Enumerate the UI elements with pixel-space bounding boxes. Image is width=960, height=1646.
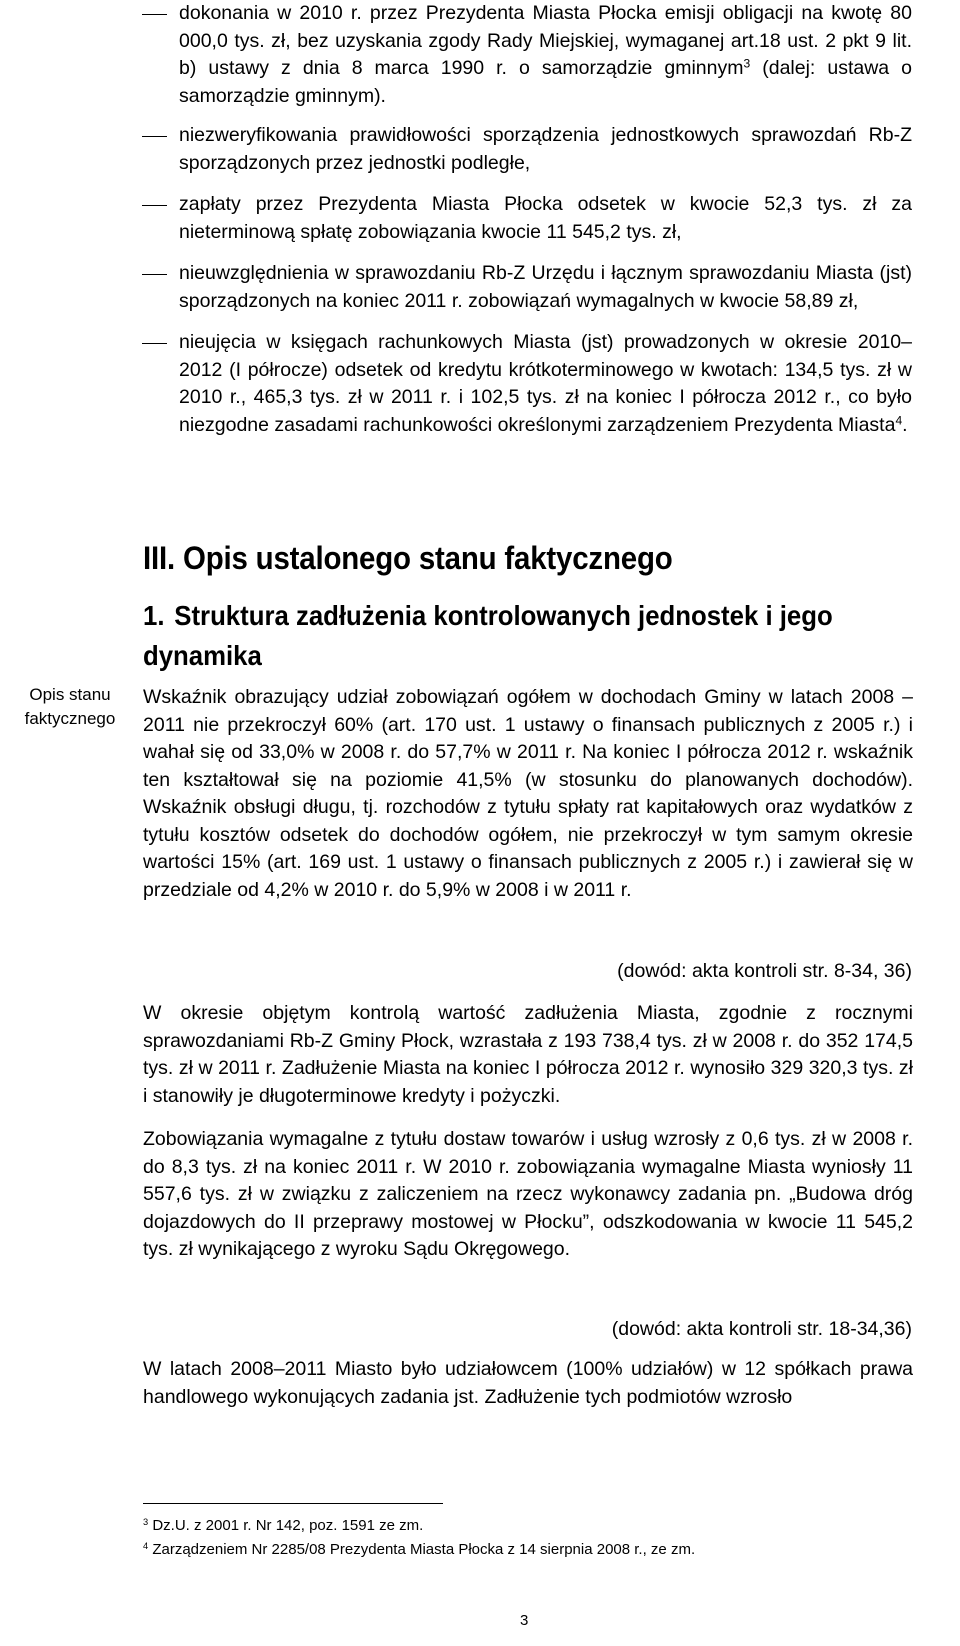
bullet-item [142, 260, 912, 315]
bullet-item [142, 329, 912, 439]
section-heading: III. Opis ustalonego stanu faktycznego [143, 540, 673, 576]
evidence-reference: (dowód: akta kontroli str. 18-34,36) [611, 1318, 912, 1340]
paragraph-indicators [143, 684, 913, 904]
subsection-heading [143, 596, 879, 676]
paragraph-debt [143, 1000, 913, 1110]
page-number: 3 [520, 1612, 529, 1629]
footnote-number: 4 [143, 1540, 149, 1551]
footnote-ref[interactable]: 4 [895, 412, 903, 427]
paragraph-text: W okresie objętym kontrolą wartość zadłużenia Miasta, zgodnie z rocznymi sprawozdaniami Rb-Z Gminy Płock, wzrastała z 193 738,4 tys. zł w 2008 r. do 352 174,5 tys. zł w 2011 r. Zadłużenie Miasta na koniec I półrocza 2012 r. wynosiło 329 320,3 tys. zł i stanowiły je długoterminowe kredyty i pożyczki. [143, 1002, 913, 1107]
footnote-separator [143, 1503, 443, 1504]
paragraph-text: Zobowiązania wymagalne z tytułu dostaw towarów i usług wzrosły z 0,6 tys. zł w 2008 r. do 8,3 tys. zł na koniec 2011 r. W 2010 r. zobowiązania wymagalne Miasta wyniosły 11 557,6 tys. zł w związku z zaliczeniem na rzecz wykonawcy zadania pn. „Budowa dróg dojazdowych do II przeprawy mostowej w Płocku”, odszkodowania w kwocie 11 545,2 tys. zł wynikającego z wyroku Sądu Okręgowego. [143, 1128, 913, 1260]
paragraph-text: W latach 2008–2011 Miasto było udziałowcem (100% udziałów) w 12 spółkach prawa handlowego wykonujących zadania jst. Zadłużenie tych podmiotów wzrosło [143, 1358, 913, 1408]
footnote-item [143, 1514, 695, 1538]
bullet-item [142, 191, 912, 246]
bullet-text: dokonania w 2010 r. przez Prezydenta Miasta Płocka emisji obligacji na kwotę 80 000,0 tys. zł, bez uzyskania zgody Rady Miejskiej, wymaganej art.18 ust. 2 pkt 9 lit. b) ustawy z dnia 8 marca 1990 r. o samorządzie gminnym [179, 2, 912, 79]
footnote-text: Zarządzeniem Nr 2285/08 Prezydenta Miasta Płocka z 14 sierpnia 2008 r., ze zm. [148, 1541, 696, 1558]
bullet-text-tail: . [902, 413, 908, 436]
footnote-text: Dz.U. z 2001 r. Nr 142, poz. 1591 ze zm. [148, 1517, 424, 1534]
subsection-title: Struktura zadłużenia kontrolowanych jednostek i jego dynamika [143, 600, 833, 671]
bullet-text: niezweryfikowania prawidłowości sporządzenia jednostkowych sprawozdań Rb-Z sporządzonych przez jednostki podległe, [179, 124, 912, 174]
paragraph-text: Wskaźnik obrazujący udział zobowiązań ogółem w dochodach Gminy w latach 2008 – 2011 nie przekroczył 60% (art. 170 ust. 1 ustawy o finansach publicznych z 2005 r.) i wahał się od 33,0% w 2008 r. do 57,7% w 2011 r. Na koniec I półrocza 2012 r. wskaźnik ten kształtował się na poziomie 41,5% (w stosunku do planowanych dochodów). Wskaźnik obsługi długu, tj. rozchodów z tytułu spłaty rat kapitałowych oraz wydatków z tytułu kosztów odsetek do dochodów ogółem, nie przekroczył w tym samym okresie wartości 15% (art. 169 ust. 1 ustawy o finansach publicznych z 2005 r.) i zawierał się w przedziale od 4,2% w 2010 r. do 5,9% w 2008 i w 2011 r. [143, 686, 913, 901]
dash-marker [142, 343, 167, 344]
bullet-item [142, 0, 912, 110]
evidence-reference: (dowód: akta kontroli str. 8-34, 36) [617, 960, 912, 982]
dash-marker [142, 14, 167, 15]
bullet-text: zapłaty przez Prezydenta Miasta Płocka odsetek w kwocie 52,3 tys. zł za nieterminową spłatę zobowiązania kwocie 11 545,2 tys. zł, [179, 193, 912, 243]
footnote-ref[interactable]: 3 [743, 56, 751, 71]
paragraph-liabilities [143, 1126, 913, 1264]
bullet-text: nieuwzględnienia w sprawozdaniu Rb-Z Urzędu i łącznym sprawozdaniu Miasta (jst) sporządzonych na koniec 2011 r. zobowiązań wymagalnych w kwocie 58,89 zł, [179, 262, 912, 312]
dash-marker [142, 274, 167, 275]
bullet-list [142, 0, 912, 453]
footnotes [143, 1514, 695, 1562]
margin-note: Opis stanu faktycznego [24, 685, 116, 728]
footnote-item [143, 1538, 695, 1562]
dash-marker [142, 205, 167, 206]
footnote-number: 3 [143, 1516, 149, 1527]
dash-marker [142, 136, 167, 137]
paragraph-companies [143, 1356, 913, 1411]
bullet-text: nieujęcia w księgach rachunkowych Miasta (jst) prowadzonych w okresie 2010– 2012 (I półrocze) odsetek od kredytu krótkoterminowego w kwotach: 134,5 tys. zł w 2010 r., 465,3 tys. zł w 2011 r. i 102,5 tys. zł na koniec I półrocza 2012 r., co było niezgodne zasadami rachunkowości określonymi zarządzeniem Prezydenta Miasta [179, 331, 912, 436]
bullet-text-tail: (dalej: ustawa o samorządzie gminnym). [179, 57, 912, 107]
bullet-item [142, 122, 912, 177]
subsection-number: 1. [143, 600, 165, 631]
